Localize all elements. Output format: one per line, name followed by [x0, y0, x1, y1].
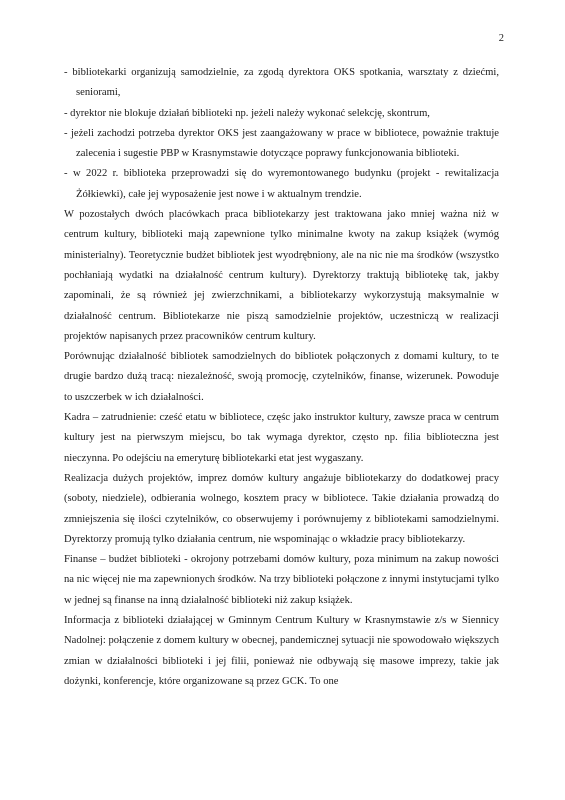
page-number: 2: [498, 33, 504, 44]
paragraph-staff: Kadra – zatrudnienie: cześć etatu w bibliotece, częśc jako instruktor kultury, zawsze praca w centrum kultury jest na pierwszym miejscu, bo tak wymaga dyrektor, często np. filia biblioteczna jest nieczynna. Po odejściu na emeryturę bibliotekarki etat jest wygaszany.: [64, 412, 499, 464]
paragraph-comparison: Porównując działalność bibliotek samodzielnych do bibliotek połączonych z domami kultury, to te drugie bardzo dużą tracą: niezależność, swoją promocję, czytelników, finanse, wizerunek. Powoduje to uszczerbek w ich działalności.: [64, 351, 499, 403]
paragraph-information: Informacja z biblioteki działającej w Gminnym Centrum Kultury w Krasnymstawie z/s w Siennicy Nadolnej: połączenie z domem kultury w obecnej, pandemicznej sytuacji nie spowodowało większych zmian w działalności biblioteki i jej filii, ponieważ nie odbywają się masowe imprezy, takie jak dożynki, konferencje, które organizowane są przez GCK. To one: [64, 615, 499, 687]
paragraph-finances: Finanse – budżet biblioteki - okrojony potrzebami domów kultury, poza minimum na zakup nowości na nic więcej nie ma zapewnionych środków. Na trzy biblioteki połączone z innymi instytucjami tylko w jednej są finanse na inną działalność biblioteki niż zakup książek.: [64, 554, 499, 606]
paragraph-projects: Realizacja dużych projektów, imprez domów kultury angażuje bibliotekarzy do dodatkowej pracy (soboty, niedziele), odbierania wolnego, kosztem pracy w bibliotece. Takie działania prowadzą do zmniejszenia się ilości czytelników, co obserwujemy i porównujemy z bibliotekami samodzielnymi. Dyrektorzy promują tylko działania centrum, nie wspominając o wkładzie pracy bibliotekarzy.: [64, 472, 499, 545]
paragraph-bullet-selection: - dyrektor nie blokuje działań biblioteki np. jeżeli należy wykonać selekcję, skontrum,: [64, 107, 430, 119]
document-body: [64, 63, 499, 692]
paragraph-bullet-new-building: - w 2022 r. biblioteka przeprowadzi się do wyremontowanego budynku (projekt - rewitalizacja Żółkiewki), całe jej wyposażenie jest nowe i w aktualnym trendzie.: [64, 168, 499, 200]
paragraph-bullet-workshops: - bibliotekarki organizują samodzielnie, za zgodą dyrektora OKS spotkania, warsztaty z dziećmi, seniorami,: [64, 67, 499, 99]
paragraph-other-branches: W pozostałych dwóch placówkach praca bibliotekarzy jest traktowana jako mniej ważna niż w centrum kultury, biblioteki mają zapewnione tylko minimalne kwoty na zakup książek (wymóg ministerialny). Teoretycznie budżet bibliotek jest wyodrębniony, ale na nic nie ma środków (wszystko pochłaniają wydatki na działalność centrum kultury). Dyrektorzy traktują bibliotekę tak, jakby zapominali, że są również jej zwierzchnikami, a bibliotekarzy wykorzystują maksymalnie w działalność centrum. Bibliotekarze nie piszą samodzielnie projektów, uczestniczą w realizacji projektów napisanych przez pracowników centrum kultury.: [64, 209, 499, 342]
paragraph-bullet-director-involvement: - jeżeli zachodzi potrzeba dyrektor OKS jest zaangażowany w prace w bibliotece, poważnie traktuje zalecenia i sugestie PBP w Krasnymstawie dotyczące poprawy funkcjonowania biblioteki.: [64, 127, 499, 160]
